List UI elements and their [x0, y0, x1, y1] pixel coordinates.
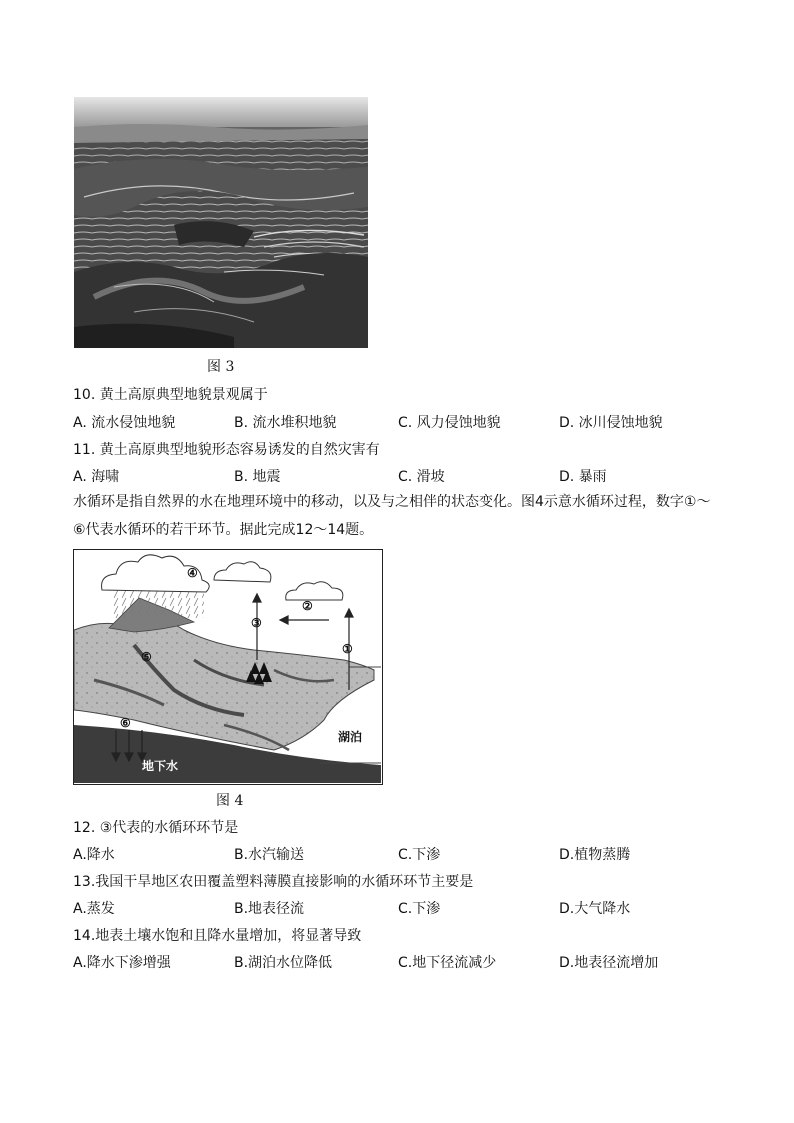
- q12-option-a[interactable]: A.降水: [73, 847, 115, 863]
- figure3-caption: 图 3: [207, 359, 235, 375]
- q13-options: [73, 898, 713, 918]
- label-6: ⑥: [120, 716, 131, 730]
- q14-options: [73, 952, 713, 972]
- q10-option-c[interactable]: C. 风力侵蚀地貌: [398, 415, 501, 431]
- q11-option-a[interactable]: A. 海啸: [73, 469, 120, 485]
- q13-option-b[interactable]: B.地表径流: [234, 901, 305, 917]
- q12-option-c[interactable]: C.下渗: [398, 847, 441, 863]
- q11-option-b[interactable]: B. 地震: [234, 469, 281, 485]
- q10-stem: 10. 黄土高原典型地貌景观属于: [73, 387, 268, 403]
- label-3: ③: [251, 616, 262, 630]
- q12-option-d[interactable]: D.植物蒸腾: [559, 847, 631, 863]
- label-2: ②: [302, 599, 313, 613]
- q13-option-d[interactable]: D.大气降水: [559, 901, 631, 917]
- q14-stem: 14.地表土壤水饱和且降水量增加，将显著导致: [73, 928, 362, 944]
- q14-option-c[interactable]: C.地下径流减少: [398, 955, 497, 971]
- q11-option-d[interactable]: D. 暴雨: [559, 469, 607, 485]
- q10-option-d[interactable]: D. 冰川侵蚀地貌: [559, 415, 663, 431]
- label-groundwater: 地下水: [142, 759, 179, 773]
- q11-stem: 11. 黄土高原典型地貌形态容易诱发的自然灾害有: [73, 442, 380, 458]
- label-1: ①: [342, 642, 353, 656]
- intro-paragraph: [73, 488, 723, 544]
- label-5: ⑤: [141, 650, 152, 664]
- label-lake: 湖泊: [338, 730, 363, 744]
- q12-options: [73, 844, 713, 864]
- q11-options: [73, 466, 713, 486]
- intro-line-1: 水循环是指自然界的水在地理环境中的移动，以及与之相伴的状态变化。图4示意水循环过程，数字①～: [73, 494, 711, 510]
- q14-option-a[interactable]: A.降水下渗增强: [73, 955, 171, 971]
- q10-option-a[interactable]: A. 流水侵蚀地貌: [73, 415, 176, 431]
- q10-option-b[interactable]: B. 流水堆积地貌: [234, 415, 337, 431]
- loess-plateau-photo: [74, 97, 368, 348]
- q12-option-b[interactable]: B.水汽输送: [234, 847, 305, 863]
- figure4-caption: 图 4: [216, 793, 244, 809]
- q12-stem: 12. ③代表的水循环环节是: [73, 820, 239, 836]
- q13-option-a[interactable]: A.蒸发: [73, 901, 115, 917]
- q14-option-b[interactable]: B.湖泊水位降低: [234, 955, 333, 971]
- q10-options: [73, 412, 713, 432]
- water-cycle-diagram: [73, 549, 383, 785]
- q14-option-d[interactable]: D.地表径流增加: [559, 955, 659, 971]
- intro-line-2: ⑥代表水循环的若干环节。据此完成12～14题。: [73, 522, 374, 538]
- q13-option-c[interactable]: C.下渗: [398, 901, 441, 917]
- q13-stem: 13.我国干旱地区农田覆盖塑料薄膜直接影响的水循环环节主要是: [73, 874, 474, 890]
- label-4: ④: [187, 566, 198, 580]
- q11-option-c[interactable]: C. 滑坡: [398, 469, 445, 485]
